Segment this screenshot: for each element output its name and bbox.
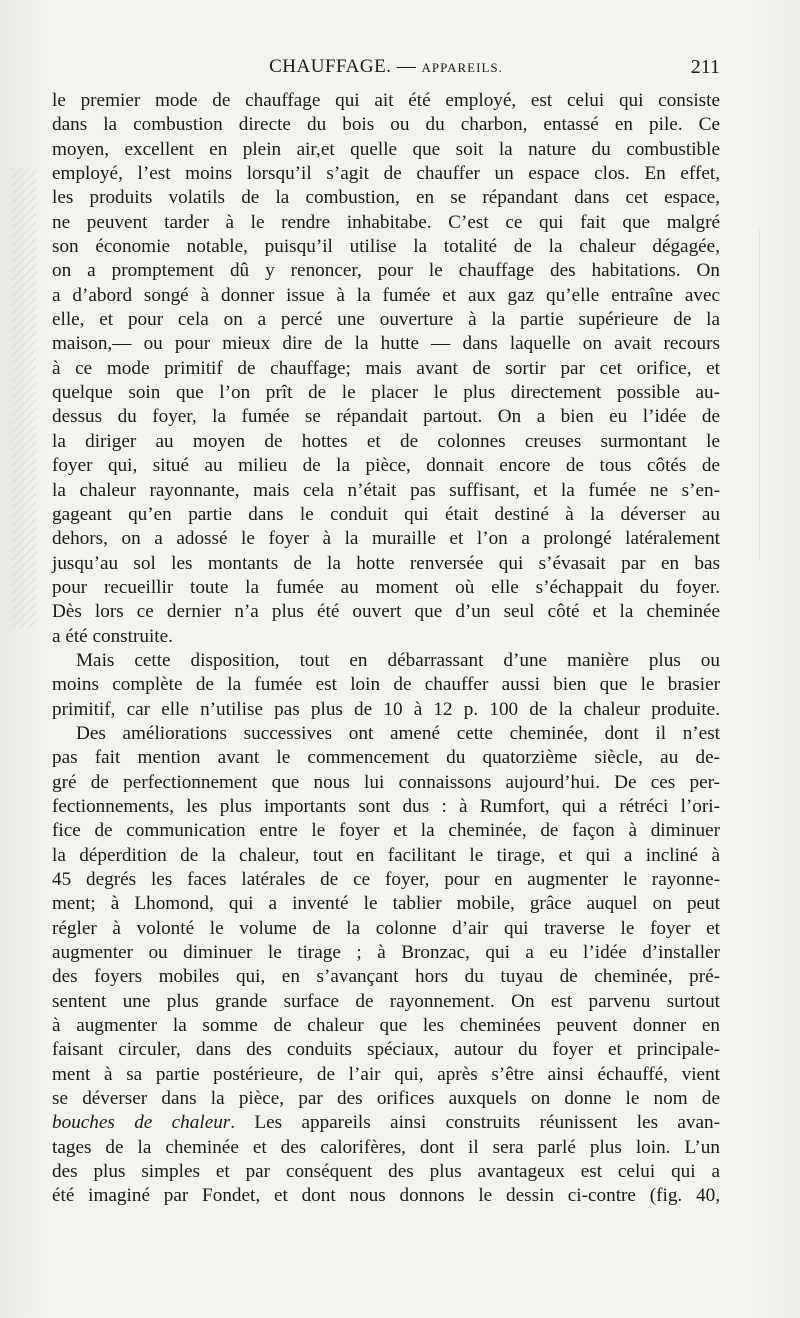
text-line: quelque soin que l’on prît de le placer le plus directement possible au- [52, 382, 720, 404]
text-line: dans la combustion directe du bois ou du charbon, entassé en pile. Ce [52, 114, 720, 136]
page-header [52, 56, 720, 82]
text-line: gré de perfectionnement que nous lui connaissons aujourd’hui. De ces per- [52, 771, 720, 793]
text-line: dehors, on a adossé le foyer à la muraille et l’on a prolongé latéralement [52, 528, 720, 550]
text-line: se déverser dans la pièce, par des orifices auxquels on donne le nom de [52, 1088, 720, 1110]
text-line: sentent une plus grande surface de rayonnement. On est parvenu surtout [52, 990, 720, 1012]
text-line: primitif, car elle n’utilise pas plus de 10 à 12 p. 100 de la chaleur produite. [52, 698, 720, 720]
text-line: des plus simples et par conséquent des plus avantageux est celui qui a [52, 1161, 720, 1183]
text-line: moins complète de la fumée est loin de chauffer aussi bien que le brasier [52, 674, 720, 696]
text-line: Des améliorations successives ont amené cette cheminée, dont il n’est [76, 722, 720, 744]
page-number: 211 [690, 56, 720, 78]
text-line: a d’abord songé à donner issue à la fumée et aux gaz qu’elle entraîne avec [52, 284, 720, 306]
text-line: augmenter ou diminuer le tirage ; à Bronzac, qui a eu l’idée d’installer [52, 942, 720, 964]
text-line: elle, et pour cela on a percé une ouverture à la partie supérieure de la [52, 309, 720, 331]
text-line: pour recueillir toute la fumée au moment où elle s’échappait du foyer. [52, 576, 720, 598]
text-line: ment à sa partie postérieure, de l’air qui, après s’être ainsi échauffé, vient [52, 1063, 720, 1085]
italic-term: bouches de chaleur [52, 1112, 231, 1134]
text-line: des foyers mobiles qui, en s’avançant hors du tuyau de cheminée, pré- [52, 966, 720, 988]
text-line: foyer qui, situé au milieu de la pièce, donnait encore de tous côtés de [52, 455, 720, 477]
text-line: régler à volonté le volume de la colonne d’air qui traverse le foyer et [52, 917, 720, 939]
text-line: employé, l’est moins lorsqu’il s’agit de chauffer un espace clos. En effet, [52, 163, 720, 185]
text-line: son économie notable, puisqu’il utilise la totalité de la chaleur dégagée, [52, 236, 720, 258]
text-line: Mais cette disposition, tout en débarrassant d’une manière plus ou [76, 649, 720, 671]
body-text [52, 89, 720, 1209]
text-line: jusqu’au sol les montants de la hotte renversée qui s’évasait par en bas [52, 552, 720, 574]
show-through-shadow [12, 168, 36, 628]
text-line: la diriger au moyen de hottes et de colonnes creuses surmontant le [52, 430, 720, 452]
text-line: dessus du foyer, la fumée se répandait partout. On a bien eu l’idée de [52, 406, 720, 428]
text-line: la chaleur rayonnante, mais cela n’était pas suffisant, et la fumée ne s’en- [52, 479, 720, 501]
text-line: 45 degrés les faces latérales de ce foyer, pour en augmenter le rayonne- [52, 869, 720, 890]
text-line: ne peuvent tarder à le rendre inhabitabe. C’est ce qui fait que malgré [52, 211, 720, 233]
text-line: gageant qu’en partie dans le conduit qui était destiné à la déverser au [52, 503, 720, 525]
text-line: à ce mode primitif de chauffage; mais avant de sortir par cet orifice, et [52, 357, 720, 379]
running-head-subtitle: APPAREILS. [421, 60, 503, 75]
text-line: pas fait mention avant le commencement du quatorzième siècle, au de- [52, 747, 720, 769]
text-line: maison,— ou pour mieux dire de la hutte — dans laquelle on avait recours [52, 333, 720, 355]
text-line: a été construite. [52, 625, 173, 647]
text-line: faisant circuler, dans des conduits spéciaux, autour du foyer et principale- [52, 1039, 720, 1061]
text-line: les produits volatils de la combustion, en se répandant dans cet espace, [52, 187, 720, 209]
text-line: à augmenter la somme de chaleur que les cheminées peuvent donner en [52, 1015, 720, 1037]
show-through-edge [759, 230, 790, 560]
running-head-title: CHAUFFAGE. — [269, 56, 417, 77]
text-line: Dès lors ce dernier n’a plus été ouvert que d’un seul côté et la cheminée [52, 601, 720, 623]
text-line: ment; à Lhomond, qui a inventé le tablier mobile, grâce auquel on peut [52, 893, 720, 915]
text-line: moyen, excellent en plein air,et quelle que soit la nature du combustible [52, 138, 720, 160]
text-line: tages de la cheminée et des calorifères, dont il sera parlé plus loin. L’un [52, 1136, 720, 1158]
text-line: on a promptement dû y renoncer, pour le chauffage des habitations. On [52, 260, 720, 282]
running-head [52, 56, 720, 78]
text-line: fice de communication entre le foyer et la cheminée, de façon à diminuer [52, 820, 720, 842]
text-line: la déperdition de la chaleur, tout en facilitant le tirage, et qui a incliné à [52, 844, 720, 866]
text-line: fectionnements, les plus importants sont dus : à Rumfort, qui a rétréci l’ori- [52, 795, 720, 817]
text-line: été imaginé par Fondet, et dont nous donnons le dessin ci-contre (fig. 40, [52, 1185, 720, 1207]
text-line: bouches de chaleur. Les appareils ainsi construits réunissent les avan- [52, 1112, 720, 1134]
text-line: le premier mode de chauffage qui ait été employé, est celui qui consiste [52, 90, 720, 111]
